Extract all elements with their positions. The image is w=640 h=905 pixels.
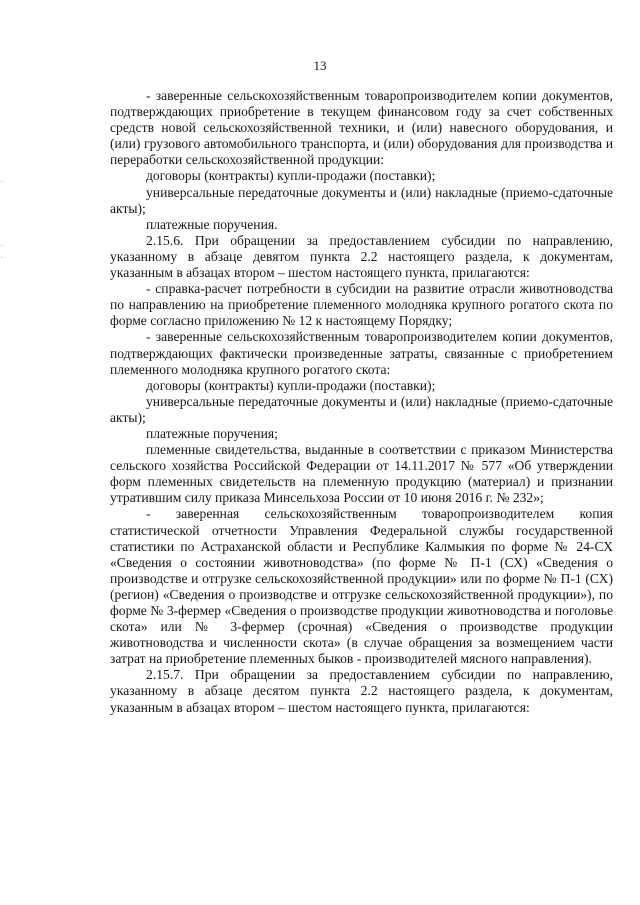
- paragraph: - справка-расчет потребности в субсидии на развитие отрасли животноводства по направлению на приобретение племенного молодняка крупного рогатого скота по форме согласно приложению № 12 к настоящему Порядку;: [110, 281, 613, 329]
- paragraph: - заверенные сельскохозяйственным товаропроизводителем копии документов, подтверждающих приобретение в текущем финансовом году за счет собственных средств новой сельскохозяйственной техники, и (или) навесного оборудования, и (или) грузового автомобильного транспорта, и (или) оборудования для производства и переработки сельскохозяйственной продукции:: [110, 88, 613, 168]
- margin-scan-mark: ·: [0, 176, 4, 187]
- document-body: [110, 88, 613, 716]
- paragraph: - заверенная сельскохозяйственным товаропроизводителем копия статистической отчетности Управления Федеральной службы государственной статистики по Астраханской области и Республике Калмыкия по форме № 24-СХ «Сведения о состоянии животноводства» (по форме № П-1 (СХ) «Сведения о производстве и отгрузке сельскохозяйственной продукции» или по форме № П-1 (СХ) (регион) «Сведения о производстве и отгрузке сельскохозяйственной продукции»), по форме № 3-фермер «Сведения о производстве продукции животноводства и поголовье скота» или № 3-фермер (срочная) «Сведения о производстве продукции животноводства и численности скота» (в случае обращения за возмещением части затрат на приобретение племенных быков - производителей мясного направления).: [110, 506, 613, 667]
- paragraph: платежные поручения.: [146, 216, 278, 232]
- margin-scan-mark: ·: [0, 240, 4, 251]
- paragraph: универсальные передаточные документы и (или) накладные (приемо-сдаточные акты);: [110, 393, 613, 425]
- paragraph: платежные поручения;: [146, 425, 278, 441]
- paragraph: - заверенные сельскохозяйственным товаропроизводителем копии документов, подтверждающих фактически произведенные затраты, связанные с приобретением племенного молодняка крупного рогатого скота:: [110, 329, 613, 377]
- paragraph: универсальные передаточные документы и (или) накладные (приемо-сдаточные акты);: [110, 184, 613, 216]
- paragraph: договоры (контракты) купли-продажи (поставки);: [146, 377, 436, 393]
- paragraph: договоры (контракты) купли-продажи (поставки);: [146, 168, 436, 184]
- paragraph: 2.15.7. При обращении за предоставлением субсидии по направлению, указанному в абзаце десятом пункта 2.2 настоящего раздела, к документам, указанным в абзацах втором – шестом настоящего пункта, прилагаются:: [110, 667, 613, 715]
- paragraph: племенные свидетельства, выданные в соответствии с приказом Министерства сельского хозяйства Российской Федерации от 14.11.2017 № 577 «Об утверждении форм племенных свидетельств на племенную продукцию (материал) и признании утратившим силу приказа Минсельхоза России от 10 июня 2016 г. № 232»;: [110, 442, 613, 506]
- margin-scan-mark: ·: [0, 252, 4, 263]
- paragraph: 2.15.6. При обращении за предоставлением субсидии по направлению, указанному в абзаце девятом пункта 2.2 настоящего раздела, к документам, указанным в абзацах втором – шестом настоящего пункта, прилагаются:: [110, 232, 613, 281]
- page-number: 13: [313, 58, 327, 73]
